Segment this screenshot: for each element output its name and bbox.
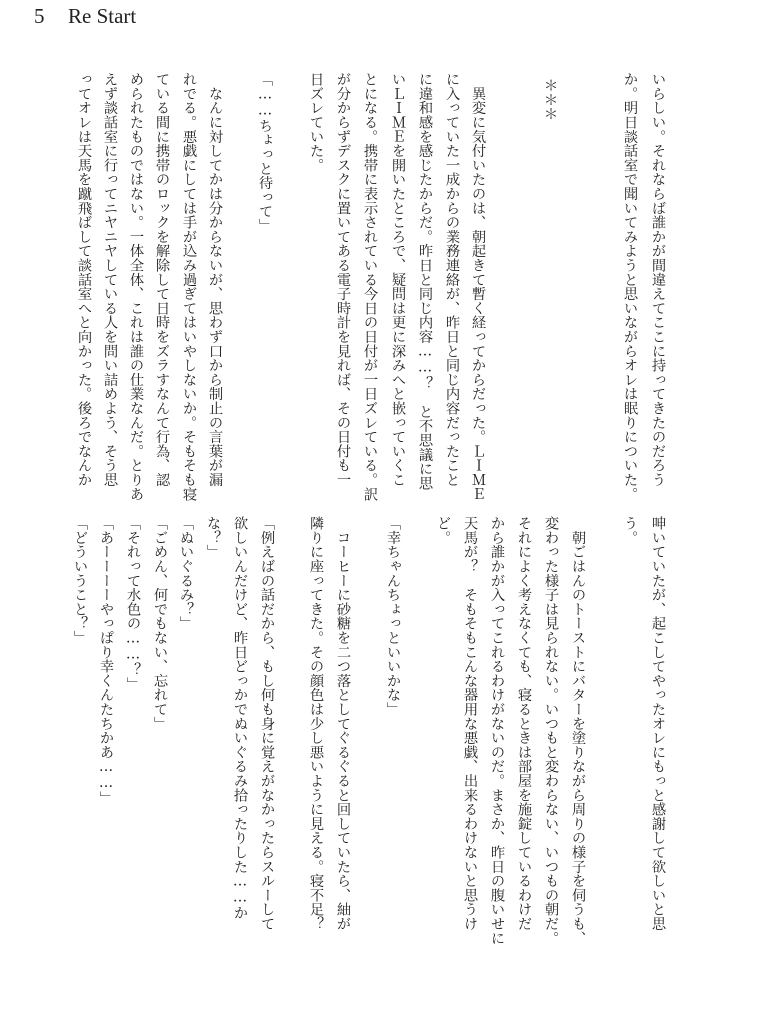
text-column: 「それって水色の……？」 <box>125 516 141 691</box>
text-column: 呻いていたが、起こしてやったオレにもっと感謝して欲しいと思 <box>650 516 666 931</box>
text-column: それによく考えなくても、寝るときは部屋を施錠しているわけだ <box>516 516 532 931</box>
text-column: ってオレは天馬を蹴飛ばして談話室へと向かった。後ろでなんか <box>76 72 92 487</box>
text-column: 「ぬいぐるみ？」 <box>178 516 194 631</box>
text-column: 隣りに座ってきた。その顔色は少し悪いように見える。寝不足？ <box>308 516 324 931</box>
text-column: ている間に携帯のロックを解除して日時をズラすなんて行為、認 <box>154 72 170 487</box>
text-column: とになる。携帯に表示されている今日の日付が一日ズレている。訳 <box>362 72 378 501</box>
text-column: れでる。悪戯にしては手が込み過ぎてはいやしないか。そもそも寝 <box>181 72 197 501</box>
page-number: 5 <box>34 4 45 28</box>
text-column: 「あーーーーやっぱり幸くんたちかあ……」 <box>98 516 114 806</box>
text-column: う。 <box>622 516 638 545</box>
text-column: に入っていた一成からの業務連絡が、昨日と同じ内容だったこと <box>444 72 460 487</box>
text-column: いらしい。それならば誰かが間違えてここに持ってきたのだろう <box>650 72 666 487</box>
text-column: められたものではない。一体全体、これは誰の仕業なんだ。とりあ <box>128 72 144 501</box>
text-column: 「幸ちゃんちょっといいかな」 <box>385 516 401 717</box>
text-column: が分からずデスクに置いてある電子時計を見れば、その日付も一 <box>335 72 351 487</box>
scene-break: ＊＊＊ <box>542 78 558 121</box>
chapter-title: Re Start <box>68 4 137 28</box>
text-column: 日ズレていた。 <box>308 72 324 173</box>
text-column: コーヒーに砂糖を二つ落としてぐるぐると回していたら、紬が <box>335 516 351 931</box>
text-column: 「例えばの話だから、もし何も身に覚えがなかったらスルーして <box>259 516 275 931</box>
text-column: か。明日談話室で聞いてみようと思いながらオレは眠りについた。 <box>622 72 638 501</box>
text-column: 「ごめん、何でもない、忘れて」 <box>152 516 168 731</box>
text-column: に違和感を感じたからだ。昨日と同じ内容……？ と不思議に思 <box>417 72 433 491</box>
text-column: なんに対してかは分からないが、思わず口から制止の言葉が漏 <box>207 72 223 487</box>
text-column: 異変に気付いたのは、朝起きて暫く経ってからだった。ＬＩＭＥ <box>470 72 486 501</box>
text-column: いＬＩＭＥを開いたところで、疑問は更に深みへと嵌っていくこ <box>390 72 406 487</box>
text-column: 欲しいんだけど、昨日どっかでぬいぐるみ拾ったりした……か <box>232 516 248 920</box>
text-column: えず談話室に行ってニヤニヤしている人を問い詰めよう、そう思 <box>102 72 118 487</box>
text-column: ど。 <box>435 516 451 545</box>
text-column: 「どういうこと？」 <box>72 516 88 645</box>
text-column: 朝ごはんのトーストにバターを塗りながら周りの様子を伺うも、 <box>570 516 586 945</box>
text-column: 変わった様子は見られない。いつもと変わらない、いつもの朝だ。 <box>543 516 559 945</box>
text-column: 天馬が？ そもそもこんな器用な悪戯、出来るわけないと思うけ <box>462 516 478 931</box>
text-column: から誰かが入ってこれるわけがないのだ。まさか、昨日の腹いせに <box>489 516 505 945</box>
text-column: な？」 <box>205 516 221 559</box>
text-column: 「……ちょっと待って」 <box>257 72 273 233</box>
